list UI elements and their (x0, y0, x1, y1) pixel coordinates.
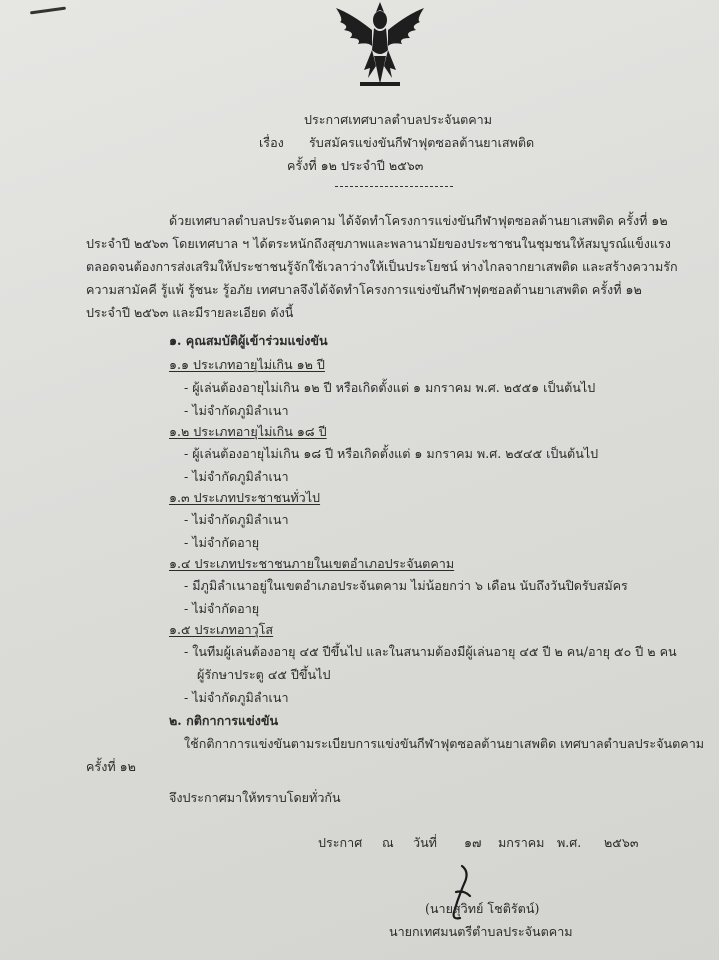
subject-prefix: เรื่อง (259, 135, 284, 150)
section-2-title: ๒. กติกาการแข่งขัน (169, 713, 279, 728)
section-2-line-1: ใช้กติกาการแข่งขันตามระเบียบการแข่งขันกีฬาฟุตซอลต้านยาเสพติด เทศบาลตำบลประจันตคาม (184, 736, 705, 751)
subject-text: รับสมัครแข่งขันกีฬาฟุตซอลต้านยาเสพติด (309, 135, 535, 150)
garuda-emblem-icon (330, 0, 430, 92)
category-3-item-2: - ไม่จำกัดอายุ (184, 535, 260, 550)
category-5-item-1: - ในทีมผู้เล่นต้องอายุ ๔๕ ปีขึ้นไป และในสนามต้องมีผู้เล่นอายุ ๔๕ ปี ๒ คน/อายุ ๕๐ ปี ๒ คน (184, 644, 677, 659)
pen-mark (30, 7, 66, 15)
category-1-item-2: - ไม่จำกัดภูมิลำเนา (184, 403, 289, 418)
category-2-item-2: - ไม่จำกัดภูมิลำเนา (184, 469, 289, 484)
dateline-day-label: วันที่ (413, 835, 437, 850)
edition-text: ครั้งที่ ๑๒ ประจำปี ๒๕๖๓ (287, 158, 424, 173)
intro-line-3: ตลอดจนต้องการส่งเสริมให้ประชาชนรู้จักใช้เวลาว่างให้เป็นประโยชน์ ห่างไกลจากยาเสพติด และสร้างความรัก (86, 259, 678, 274)
section-2-line-2: ครั้งที่ ๑๒ (86, 759, 136, 774)
category-4-item-1: - มีภูมิลำเนาอยู่ในเขตอำเภอประจันตคาม ไม่น้อยกว่า ๖ เดือน นับถึงวันปิดรับสมัคร (184, 578, 628, 593)
intro-line-2: ประจำปี ๒๕๖๓ โดยเทศบาล ฯ ได้ตระหนักถึงสุขภาพและพลานามัยของประชาชนในชุมชนให้สมบูรณ์แข็งแรง (86, 236, 671, 251)
intro-line-1: ด้วยเทศบาลตำบลประจันตคาม ได้จัดทำโครงการแข่งขันกีฬาฟุตซอลต้านยาเสพติด ครั้งที่ ๑๒ (169, 213, 668, 228)
category-5-item-1-cont: ผู้รักษาประตู ๔๕ ปีขึ้นไป (197, 667, 331, 682)
category-2-item-1: - ผู้เล่นต้องอายุไม่เกิน ๑๘ ปี หรือเกิดตั้งแต่ ๑ มกราคม พ.ศ. ๒๕๔๕ เป็นต้นไป (184, 446, 599, 461)
signatory-position: นายกเทศมนตรีตำบลประจันตคาม (389, 924, 573, 939)
dateline-era: พ.ศ. (557, 835, 582, 850)
category-4-item-2: - ไม่จำกัดอายุ (184, 601, 260, 616)
category-1-item-1: - ผู้เล่นต้องอายุไม่เกิน ๑๒ ปี หรือเกิดตั้งแต่ ๑ มกราคม พ.ศ. ๒๕๕๑ เป็นต้นไป (184, 380, 596, 395)
closing-text: จึงประกาศมาให้ทราบโดยทั่วกัน (169, 790, 341, 805)
header-separator (335, 186, 453, 187)
intro-line-4: ความสามัคคี รู้แพ้ รู้ชนะ รู้อภัย เทศบาลจึงได้จัดทำโครงการแข่งขันกีฬาฟุตซอลต้านยาเสพติด ครั้งที่ ๑๒ (86, 282, 642, 297)
category-5-item-2: - ไม่จำกัดภูมิลำเนา (184, 690, 289, 705)
signatory-name: (นายสุวิทย์ โชติรัตน์) (425, 901, 540, 916)
section-1-title: ๑. คุณสมบัติผู้เข้าร่วมแข่งขัน (169, 333, 328, 348)
category-3-item-1: - ไม่จำกัดภูมิลำเนา (184, 512, 289, 527)
category-5-heading: ๑.๕ ประเภทอาวุโส (169, 622, 274, 637)
org-title: ประกาศเทศบาลตำบลประจันตคาม (304, 112, 493, 127)
category-2-heading: ๑.๒ ประเภทอายุไม่เกิน ๑๘ ปี (169, 424, 327, 439)
category-1-heading: ๑.๑ ประเภทอายุไม่เกิน ๑๒ ปี (169, 357, 325, 372)
dateline-day: ๑๗ (464, 835, 482, 850)
category-4-heading: ๑.๔ ประเภทประชาชนภายในเขตอำเภอประจันตคาม (169, 556, 455, 571)
dateline-month: มกราคม (498, 835, 545, 850)
dateline-at: ณ (382, 835, 394, 850)
dateline-announced: ประกาศ (318, 835, 363, 850)
intro-line-5: ประจำปี ๒๕๖๓ และมีรายละเอียด ดังนี้ (86, 305, 294, 320)
category-3-heading: ๑.๓ ประเภทประชาชนทั่วไป (169, 490, 321, 505)
dateline-year: ๒๕๖๓ (604, 835, 639, 850)
